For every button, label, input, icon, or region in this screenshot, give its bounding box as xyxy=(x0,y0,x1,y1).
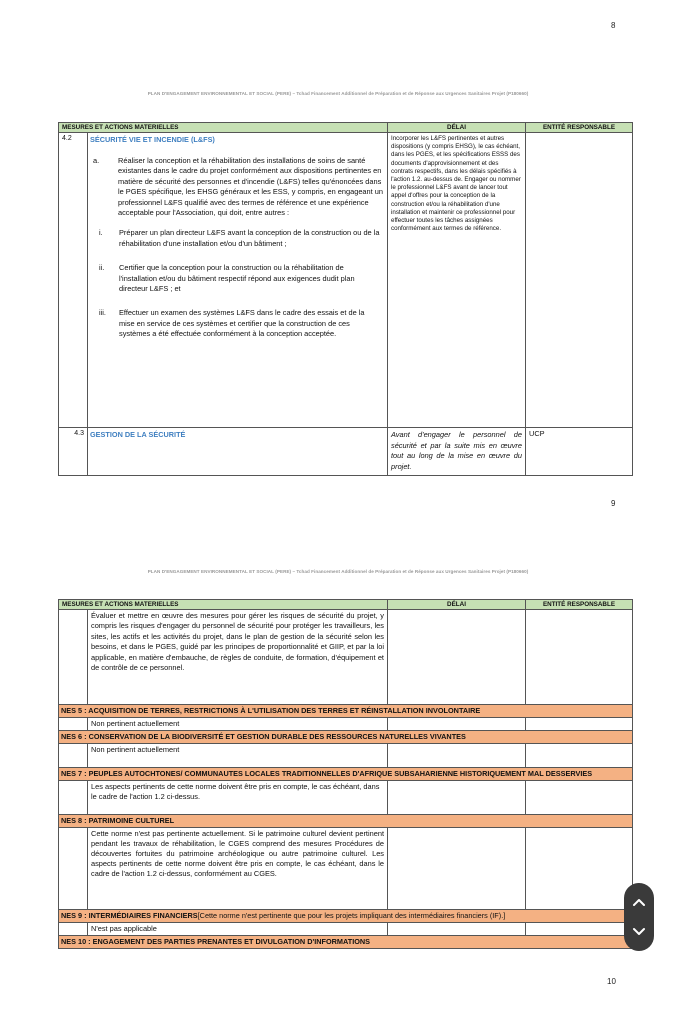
column-header-delai: DÉLAI xyxy=(388,600,526,610)
nes10-heading: NES 10 : ENGAGEMENT DES PARTIES PRENANTES ET DIVULGATION D'INFORMATIONS xyxy=(59,936,633,949)
measures-table-page-10 xyxy=(58,599,633,949)
row-number: 4.2 xyxy=(59,133,88,428)
security-management-text: Évaluer et mettre en œuvre des mesures pour gérer les risques de sécurité du projet, y compris les risques d'engager du personnel de sécurité pour protéger les travailleurs, les sites, les actifs et les activités du projet, dans le plan de gestion de la sécurité selon les besoins, et dans le PGES, guidé par les principes de proportionnalité et GIIP, et par la loi applicable, en matière d'embauche, de règles de conduite, de formation, d'équipement et de contrôle de ce personnel. xyxy=(88,610,388,705)
page-number: 10 xyxy=(607,977,616,986)
section-title-security: GESTION DE LA SÉCURITÉ xyxy=(90,430,186,439)
page-number: 9 xyxy=(611,499,616,508)
running-header: PLAN D'ENGAGEMENT ENVIRONNEMENTAL ET SOCIAL (PERE) – Tchad Financement Additionnel de Préparation et de Réponse aux Urgences Sanitaires Projet (P180660) xyxy=(147,569,529,574)
nes7-text: Les aspects pertinents de cette norme doivent être pris en compte, le cas échéant, dans le cadre de l'action 1.2 ci-dessus. xyxy=(88,781,388,815)
page-number: 8 xyxy=(611,21,616,30)
nes9-note: [Cette norme n'est pertinente que pour les projets impliquant des intermédiaires financiers (IF).] xyxy=(197,911,506,920)
chevron-up-icon xyxy=(632,897,646,907)
running-header: PLAN D'ENGAGEMENT ENVIRONNEMENTAL ET SOCIAL (PERE) – Tchad Financement Additionnel de Préparation et de Réponse aux Urgences Sanitaires Projet (P180660) xyxy=(147,91,529,96)
delai-cell: Incorporer les L&FS pertinentes et autres dispositions (y compris EHSG), le cas échéant, dans les PGES, et les spécifications ESSS des documents d'approvisionnement et des contrats respectifs, dans les délais spécifiés à l'action 1.2. au-dessus de. Engager ou nommer le professionnel L&FS avant de lancer tout appel d'offres pour la conception de la construction et/ou la réhabilitation d'une installation et maintenir ce professionnel pour effectuer toutes les tâches assignées conformément aux termes de référence. xyxy=(388,133,526,428)
list-marker: ii. xyxy=(99,263,105,273)
nes5-text: Non pertinent actuellement xyxy=(88,718,388,731)
measures-table-page-9 xyxy=(58,122,633,476)
nes9-title: NES 9 : INTERMÉDIAIRES FINANCIERS xyxy=(61,911,198,920)
list-marker: a. xyxy=(93,156,100,165)
nes6-heading: NES 6 : CONSERVATION DE LA BIODIVERSITÉ ET GESTION DURABLE DES RESSOURCES NATURELLES VIVANTES xyxy=(59,731,633,744)
chevron-down-icon xyxy=(632,927,646,937)
column-header-entity: ENTITÉ RESPONSABLE xyxy=(526,123,633,133)
list-item-text: Effectuer un examen des systèmes L&FS dans le cadre des essais et de la mise en service de ces systèmes et certifier que la construction de ces systèmes a été effectuée conformément à la conception acceptée. xyxy=(119,308,365,339)
column-header-entity: ENTITÉ RESPONSABLE xyxy=(526,600,633,610)
nes9-heading xyxy=(59,910,633,923)
row-number: 4.3 xyxy=(59,428,88,476)
nes9-text: N'est pas applicable xyxy=(88,923,388,936)
nes8-heading: NES 8 : PATRIMOINE CULTUREL xyxy=(59,815,633,828)
column-header-delai: DÉLAI xyxy=(388,123,526,133)
list-item-text: Certifier que la conception pour la construction ou la réhabilitation de l'installation et/ou du bâtiment respectif répond aux exigences dudit plan directeur L&FS ; et xyxy=(119,263,355,294)
scroll-down-button[interactable] xyxy=(624,917,654,947)
nes7-heading: NES 7 : PEUPLES AUTOCHTONES/ COMMUNAUTES LOCALES TRADITIONNELLES D'AFRIQUE SUBSAHARIENNE HISTORIQUEMENT MAL DESSERVIES xyxy=(59,768,633,781)
scroll-up-button[interactable] xyxy=(624,887,654,917)
entity-cell: UCP xyxy=(526,428,633,476)
column-header-measures: MESURES ET ACTIONS MATERIELLES xyxy=(59,600,388,610)
nes6-text: Non pertinent actuellement xyxy=(88,744,388,768)
list-item-text: Préparer un plan directeur L&FS avant la conception de la construction ou de la réhabilitation d'une installation et/ou d'un bâtiment ; xyxy=(119,228,380,248)
column-header-measures: MESURES ET ACTIONS MATERIELLES xyxy=(59,123,388,133)
list-marker: i. xyxy=(99,228,103,238)
entity-cell xyxy=(526,133,633,428)
delai-cell: Avant d'engager le personnel de sécurité et par la suite mis en œuvre tout au long de la mise en œuvre du projet. xyxy=(388,428,526,476)
list-item-text: Réaliser la conception et la réhabilitation des installations de soins de santé existantes dans le cadre du projet conformément aux dispositions pertinentes en matière de sécurité des personnes et d'incendie (L&FS) telles qu'énoncées dans le PGES spécifique, les EHSG généraux et les ESS, y compris, en engageant un professionnel L&FS qualifié avec des termes de référence et une expérience acceptable pour l'Association, qui doit, entre autres : xyxy=(118,156,383,218)
list-marker: iii. xyxy=(99,308,106,318)
section-title-lfs: SÉCURITÉ VIE ET INCENDIE (L&FS) xyxy=(90,135,215,144)
nes8-text: Cette norme n'est pas pertinente actuellement. Si le patrimoine culturel devient pertinent pendant les travaux de réhabilitation, le CGES comprend des mesures Procédures de découvertes fortuites du patrimoine archéologique ou autre patrimoine culturel. Les aspects pertinents de cette norme doivent être pris en compte, le cas échéant, dans le cadre de l'action 1.2 ci-dessus, conformément au CGES. xyxy=(88,828,388,910)
nes5-heading: NES 5 : ACQUISITION DE TERRES, RESTRICTIONS À L'UTILISATION DES TERRES ET RÉINSTALLATION INVOLONTAIRE xyxy=(59,705,633,718)
page-scroll-control xyxy=(624,883,654,951)
